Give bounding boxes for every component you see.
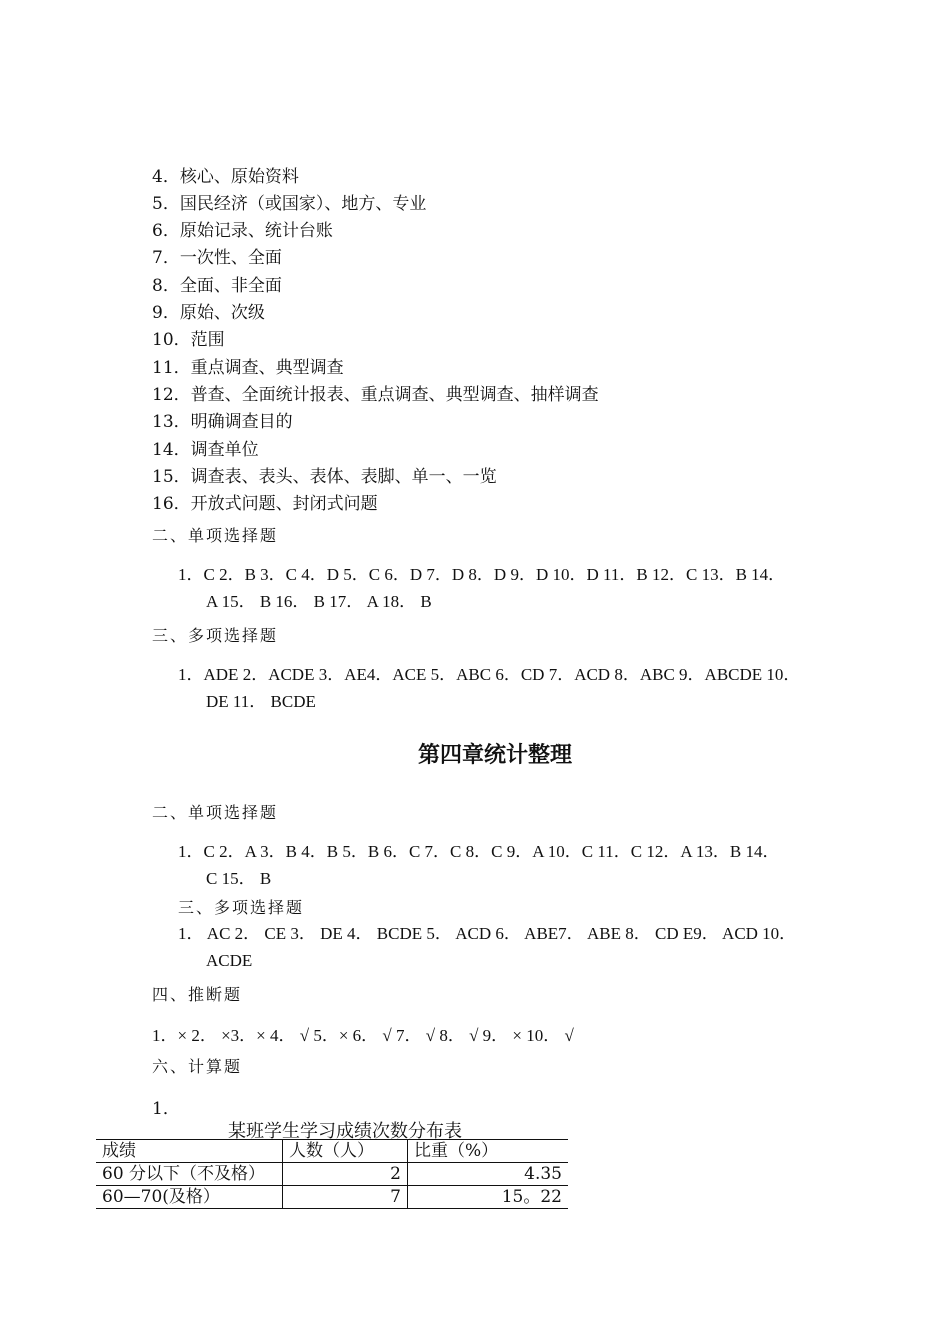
answer-line-11: 11．重点调查、典型调查 [152,358,344,378]
header-count: 人数（人） [283,1140,408,1163]
table-row [96,1163,568,1186]
header-grade: 成绩 [96,1140,283,1163]
cell-grade: 60 分以下（不及格） [96,1163,283,1186]
cell-percent: 4.35 [408,1163,569,1186]
calc-item-number: 1． [152,1099,180,1119]
answer-line-6: 6．原始记录、统计台账 [152,221,333,241]
ch4-multiple-choice-answers [178,920,833,974]
multiple-choice-line-1: 1．ADE 2．ACDE 3．AE4．ACE 5．ABC 6．CD 7．ACD 8．ABC 9．ABCDE 10． [178,665,801,684]
single-choice-answers [178,561,833,615]
answer-line-10: 10．范围 [152,330,225,350]
ch4-multiple-choice-line-1: 1． AC 2． CE 3． DE 4． BCDE 5． ACD 6． ABE7． ABE 8． CD E9． ACD 10． [178,924,797,943]
table-caption: 某班学生学习成绩次数分布表 [228,1121,462,1142]
single-choice-line-1: 1．C 2．B 3．C 4．D 5．C 6．D 7．D 8．D 9．D 10．D 11．B 12．C 13．B 14． [178,565,786,584]
header-percent: 比重（%） [408,1140,569,1163]
judgement-answers: 1．× 2． ×3．× 4． √ 5．× 6． √ 7． √ 8． √ 9． × 10． √ [152,1026,574,1045]
multiple-choice-line-2: DE 11． BCDE [206,692,316,711]
ch4-heading-single-choice: 二、单项选择题 [152,803,279,822]
cell-count: 2 [283,1163,408,1186]
answer-line-16: 16．开放式问题、封闭式问题 [152,494,378,514]
table-row [96,1186,568,1209]
answer-line-8: 8．全面、非全面 [152,276,282,296]
ch4-heading-calculation: 六、计算题 [152,1057,243,1076]
multiple-choice-answers [178,661,833,715]
cell-percent: 15。22 [408,1186,569,1209]
cell-count: 7 [283,1186,408,1209]
answer-line-14: 14．调查单位 [152,440,259,460]
answer-line-15: 15．调查表、表头、表体、表脚、单一、一览 [152,467,497,487]
answer-line-13: 13．明确调查目的 [152,412,293,432]
single-choice-line-2: A 15． B 16． B 17． A 18． B [206,592,432,611]
answer-line-7: 7．一次性、全面 [152,248,282,268]
cell-grade: 60—70(及格） [96,1186,283,1209]
answer-line-4: 4．核心、原始资料 [152,167,299,187]
answer-line-5: 5．国民经济（或国家）、地方、专业 [152,194,427,214]
ch4-single-choice-line-1: 1．C 2．A 3．B 4．B 5．B 6．C 7．C 8．C 9．A 10．C 11．C 12．A 13．B 14． [178,842,780,861]
answer-line-12: 12．普查、全面统计报表、重点调查、典型调查、抽样调查 [152,385,599,405]
ch4-heading-judgement: 四、推断题 [152,985,243,1004]
table-header-row [96,1140,568,1163]
section-heading-multiple-choice: 三、多项选择题 [152,626,279,645]
section-heading-single-choice: 二、单项选择题 [152,526,279,545]
chapter-title: 第四章统计整理 [417,743,572,768]
answer-line-9: 9．原始、次级 [152,303,265,323]
ch4-single-choice-answers [178,838,833,892]
ch4-single-choice-line-2: C 15． B [206,869,272,888]
ch4-multiple-choice-line-2: ACDE [206,951,253,970]
ch4-heading-multiple-choice: 三、多项选择题 [178,898,305,917]
grade-distribution-table [96,1139,568,1209]
